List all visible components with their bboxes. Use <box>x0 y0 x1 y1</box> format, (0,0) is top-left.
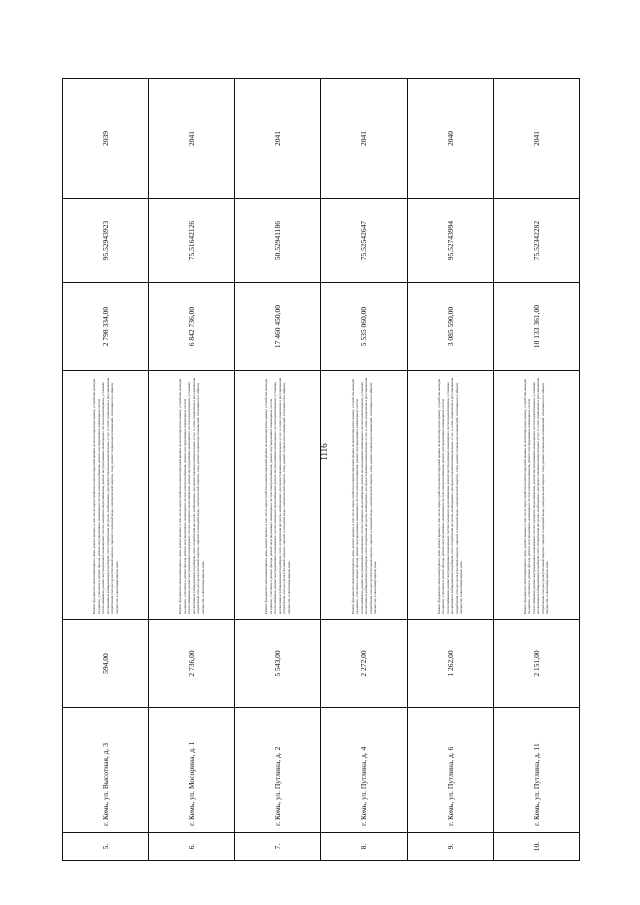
code-cell: 95.52943923 <box>63 199 149 283</box>
row-number-cell: 7. <box>235 833 321 861</box>
cost-cell: 3 085 590,00 <box>407 283 493 371</box>
code-cell: 50.52941186 <box>235 199 321 283</box>
works-description-cell: Ремонт фундамента многоквартирного дома, ремонт крыши, в том числе переустройство невентилируемой крыши на вентилируемую крышу, устройство выходов на кровлю, утепление и ремонт фасада, ремонт внутридомовых инженерных систем электроснабжения, ремонт внутридомовых инженерных систем теплоснабжения, ремонт внутридомовых инженерных систем холодного водоснабжения, ремонт внутридомовых инженерных систем водоотведения, установка коллективных (общедомовых) приборов учета потребления ресурсов, необходимых для предоставления коммунальных услуг, и узлов управления и регулирования потребления этих ресурсов (тепловой энергии, горячей и холодной воды, электрической энергии, газа), ремонт подвальных помещений, относящихся к общему имуществу в многоквартирном доме <box>63 371 149 620</box>
year-cell: 2040 <box>407 79 493 199</box>
table-row <box>149 79 235 861</box>
address-cell: г. Кемь, ул. Путлина, д. 11 <box>493 708 579 833</box>
address-cell: г. Кемь, ул. Мосорина, д. 1 <box>149 708 235 833</box>
row-number-cell: 5. <box>63 833 149 861</box>
code-cell: 75.51642126 <box>149 199 235 283</box>
address-cell: г. Кемь, ул. Путлина, д. 4 <box>321 708 407 833</box>
year-cell: 2041 <box>235 79 321 199</box>
row-number-cell: 8. <box>321 833 407 861</box>
cost-cell: 10 133 361,00 <box>493 283 579 371</box>
year-cell: 2041 <box>149 79 235 199</box>
works-description-cell: Ремонт фундамента многоквартирного дома, ремонт крыши, в том числе переустройство невентилируемой крыши на вентилируемую крышу, устройство выходов на кровлю, утепление и ремонт фасада, ремонт внутридомовых инженерных систем электроснабжения, ремонт внутридомовых инженерных систем теплоснабжения, ремонт внутридомовых инженерных систем холодного водоснабжения, ремонт внутридомовых инженерных систем водоотведения, установка коллективных (общедомовых) приборов учета потребления ресурсов, необходимых для предоставления коммунальных услуг, и узлов управления и регулирования потребления этих ресурсов (тепловой энергии, горячей и холодной воды, электрической энергии, газа), ремонт подвальных помещений, относящихся к общему имуществу в многоквартирном доме <box>493 371 579 620</box>
area-cell: 594,00 <box>63 620 149 708</box>
year-cell: 2039 <box>63 79 149 199</box>
works-description-cell: Ремонт фундамента многоквартирного дома, ремонт крыши, в том числе переустройство невентилируемой крыши на вентилируемую крышу, устройство выходов на кровлю, утепление и ремонт фасада, ремонт внутридомовых инженерных систем электроснабжения, ремонт внутридомовых инженерных систем теплоснабжения, ремонт внутридомовых инженерных систем холодного водоснабжения, ремонт внутридомовых инженерных систем водоотведения, установка коллективных (общедомовых) приборов учета потребления ресурсов, необходимых для предоставления коммунальных услуг, и узлов управления и регулирования потребления этих ресурсов (тепловой энергии, горячей и холодной воды, электрической энергии, газа), ремонт подвальных помещений, относящихся к общему имуществу в многоквартирном доме <box>235 371 321 620</box>
table-row <box>493 79 579 861</box>
table-row <box>235 79 321 861</box>
area-cell: 1 262,00 <box>407 620 493 708</box>
cost-cell: 5 535 060,00 <box>321 283 407 371</box>
code-cell: 75.52342282 <box>493 199 579 283</box>
row-number-cell: 9. <box>407 833 493 861</box>
cost-cell: 17 460 450,00 <box>235 283 321 371</box>
row-number-cell: 10. <box>493 833 579 861</box>
year-cell: 2041 <box>321 79 407 199</box>
works-description-cell: Ремонт фундамента многоквартирного дома, ремонт крыши, в том числе переустройство невентилируемой крыши на вентилируемую крышу, устройство выходов на кровлю, утепление и ремонт фасада, ремонт внутридомовых инженерных систем электроснабжения, ремонт внутридомовых инженерных систем теплоснабжения, ремонт внутридомовых инженерных систем холодного водоснабжения, ремонт внутридомовых инженерных систем водоотведения, установка коллективных (общедомовых) приборов учета потребления ресурсов, необходимых для предоставления коммунальных услуг, и узлов управления и регулирования потребления этих ресурсов (тепловой энергии, горячей и холодной воды, электрической энергии, газа), ремонт подвальных помещений, относящихся к общему имуществу в многоквартирном доме <box>321 371 407 620</box>
address-cell: г. Кемь, ул. Путлина, д. 2 <box>235 708 321 833</box>
capital-repair-table <box>62 78 580 861</box>
area-cell: 2 151,00 <box>493 620 579 708</box>
document-table-area <box>62 79 580 861</box>
rotated-table-container <box>62 79 580 861</box>
area-cell: 2 272,00 <box>321 620 407 708</box>
table-row <box>321 79 407 861</box>
cost-cell: 6 842 736,00 <box>149 283 235 371</box>
works-description-cell: Ремонт фундамента многоквартирного дома, ремонт крыши, в том числе переустройство невентилируемой крыши на вентилируемую крышу, устройство выходов на кровлю, утепление и ремонт фасада, ремонт внутридомовых инженерных систем электроснабжения, ремонт внутридомовых инженерных систем теплоснабжения, ремонт внутридомовых инженерных систем холодного водоснабжения, ремонт внутридомовых инженерных систем водоотведения, установка коллективных (общедомовых) приборов учета потребления ресурсов, необходимых для предоставления коммунальных услуг, и узлов управления и регулирования потребления этих ресурсов (тепловой энергии, горячей и холодной воды, электрической энергии, газа), ремонт подвальных помещений, относящихся к общему имуществу в многоквартирном доме <box>149 371 235 620</box>
works-description-cell: Ремонт фундамента многоквартирного дома, ремонт крыши, в том числе переустройство невентилируемой крыши на вентилируемую крышу, устройство выходов на кровлю, утепление и ремонт фасада, ремонт внутридомовых инженерных систем электроснабжения, ремонт внутридомовых инженерных систем теплоснабжения, ремонт внутридомовых инженерных систем холодного водоснабжения, ремонт внутридомовых инженерных систем водоотведения, установка коллективных (общедомовых) приборов учета потребления ресурсов, необходимых для предоставления коммунальных услуг, и узлов управления и регулирования потребления этих ресурсов (тепловой энергии, горячей и холодной воды, электрической энергии, газа), ремонт подвальных помещений, относящихся к общему имуществу в многоквартирном доме <box>407 371 493 620</box>
code-cell: 95.52743994 <box>407 199 493 283</box>
code-cell: 75.52542647 <box>321 199 407 283</box>
cost-cell: 2 798 334,00 <box>63 283 149 371</box>
area-cell: 2 736,00 <box>149 620 235 708</box>
table-row <box>407 79 493 861</box>
table-body <box>63 79 580 861</box>
table-row <box>63 79 149 861</box>
page-number: 1116 <box>319 443 329 461</box>
address-cell: г. Кемь, ул. Путлина, д. 6 <box>407 708 493 833</box>
year-cell: 2041 <box>493 79 579 199</box>
row-number-cell: 6. <box>149 833 235 861</box>
address-cell: г. Кемь, ул. Высотная, д. 3 <box>63 708 149 833</box>
area-cell: 5 543,00 <box>235 620 321 708</box>
